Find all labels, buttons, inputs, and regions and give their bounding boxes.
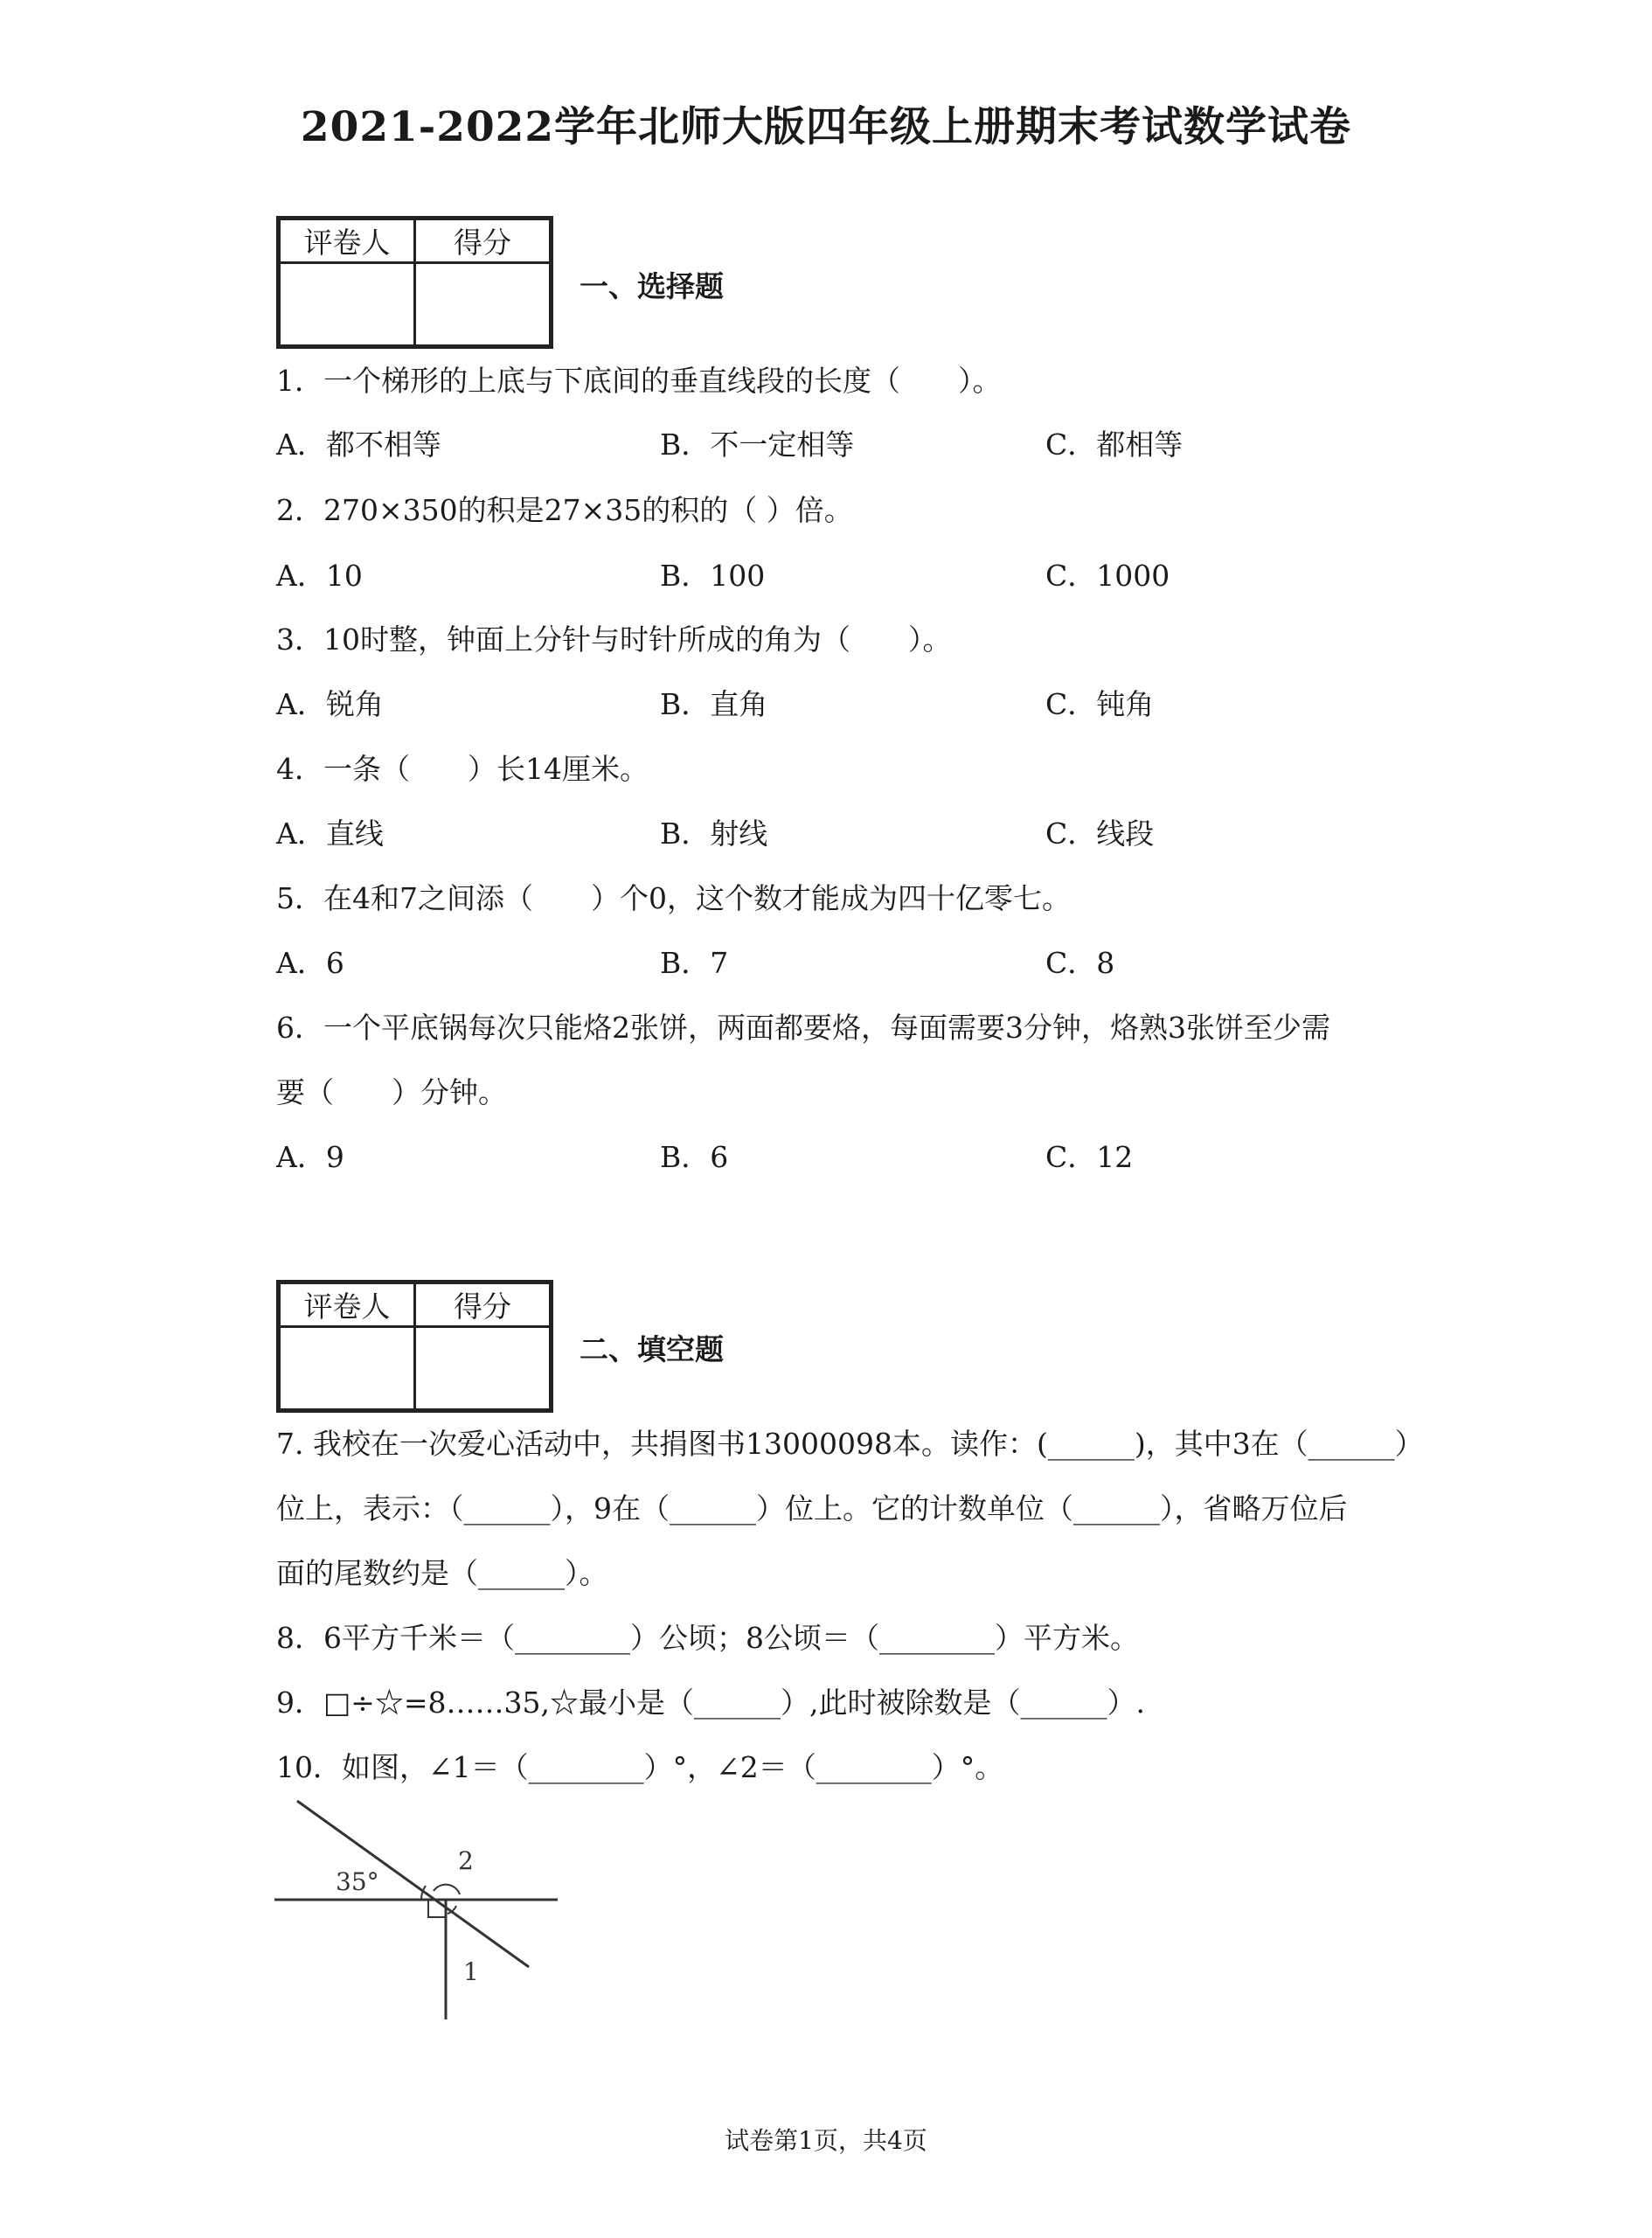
question-6-line-2: 要（ ）分钟。 <box>276 1075 507 1109</box>
score-table-1 <box>276 216 553 349</box>
q6-option-b: B．6 <box>660 1140 729 1174</box>
question-9: 9．□÷☆=8……35,☆最小是（______）,此时被除数是（______）. <box>276 1685 1145 1720</box>
q3-option-b: B．直角 <box>660 687 768 721</box>
score-header: 得分 <box>415 219 552 263</box>
question-10: 10．如图，∠1＝（________）°，∠2＝（________）°。 <box>276 1750 1004 1784</box>
page-footer: 试卷第1页，共4页 <box>725 2126 927 2155</box>
section-title-choice: 一、选择题 <box>580 269 724 303</box>
question-2: 2．270×350的积是27×35的积的（ ）倍。 <box>276 493 853 527</box>
question-1: 1．一个梯形的上底与下底间的垂直线段的长度（ ）。 <box>276 364 1002 398</box>
question-8: 8．6平方千米＝（________）公顷；8公顷＝（________）平方米。 <box>276 1621 1139 1655</box>
question-4: 4．一条（ ）长14厘米。 <box>276 752 649 786</box>
question-7-line-3: 面的尾数约是（______）。 <box>276 1556 608 1590</box>
question-7-line-1: 7. 我校在一次爱心活动中，共捐图书13000098本。读作：(______)，其中3在（______） <box>276 1427 1424 1461</box>
question-7-line-2: 位上，表示：（______），9在（______）位上。它的计数单位（______），省略万位后 <box>276 1491 1348 1526</box>
page-title: 2021-2022学年北师大版四年级上册期末考试数学试卷 <box>300 103 1352 151</box>
q6-option-c: C．12 <box>1045 1140 1134 1174</box>
q5-option-b: B．7 <box>660 946 729 980</box>
reviewer-header: 评卷人 <box>279 1282 415 1327</box>
score-table-2 <box>276 1280 553 1413</box>
score-cell <box>415 263 552 347</box>
question-3: 3．10时整，钟面上分针与时针所成的角为（ ）。 <box>276 622 952 657</box>
score-cell <box>415 1327 552 1411</box>
q2-option-a: A．10 <box>276 559 363 593</box>
q2-option-b: B．100 <box>660 559 766 593</box>
reviewer-cell <box>279 263 415 347</box>
q4-option-a: A．直线 <box>276 817 384 851</box>
section-title-fill: 二、填空题 <box>580 1332 724 1366</box>
reviewer-header: 评卷人 <box>279 219 415 263</box>
q6-option-a: A．9 <box>276 1140 344 1174</box>
q1-option-b: B．不一定相等 <box>660 427 855 462</box>
q4-option-c: C．线段 <box>1045 817 1155 851</box>
q2-option-c: C．1000 <box>1045 559 1170 593</box>
q1-option-c: C．都相等 <box>1045 427 1183 462</box>
score-header: 得分 <box>415 1282 552 1327</box>
angle-2-label: 2 <box>458 1846 474 1875</box>
reviewer-cell <box>279 1327 415 1411</box>
question-5: 5．在4和7之间添（ ）个0，这个数才能成为四十亿零七。 <box>276 881 1071 915</box>
q5-option-c: C．8 <box>1045 946 1115 980</box>
angle-1-label: 1 <box>463 1957 479 1986</box>
angle-figure <box>262 1783 577 2028</box>
question-6-line-1: 6．一个平底锅每次只能烙2张饼，两面都要烙，每面需要3分钟，烙熟3张饼至少需 <box>276 1011 1330 1045</box>
angle-35-label: 35° <box>336 1867 379 1896</box>
q4-option-b: B．射线 <box>660 817 768 851</box>
q5-option-a: A．6 <box>276 946 344 980</box>
q3-option-c: C．钝角 <box>1045 687 1155 721</box>
q1-option-a: A．都不相等 <box>276 427 441 462</box>
q3-option-a: A．锐角 <box>276 687 384 721</box>
